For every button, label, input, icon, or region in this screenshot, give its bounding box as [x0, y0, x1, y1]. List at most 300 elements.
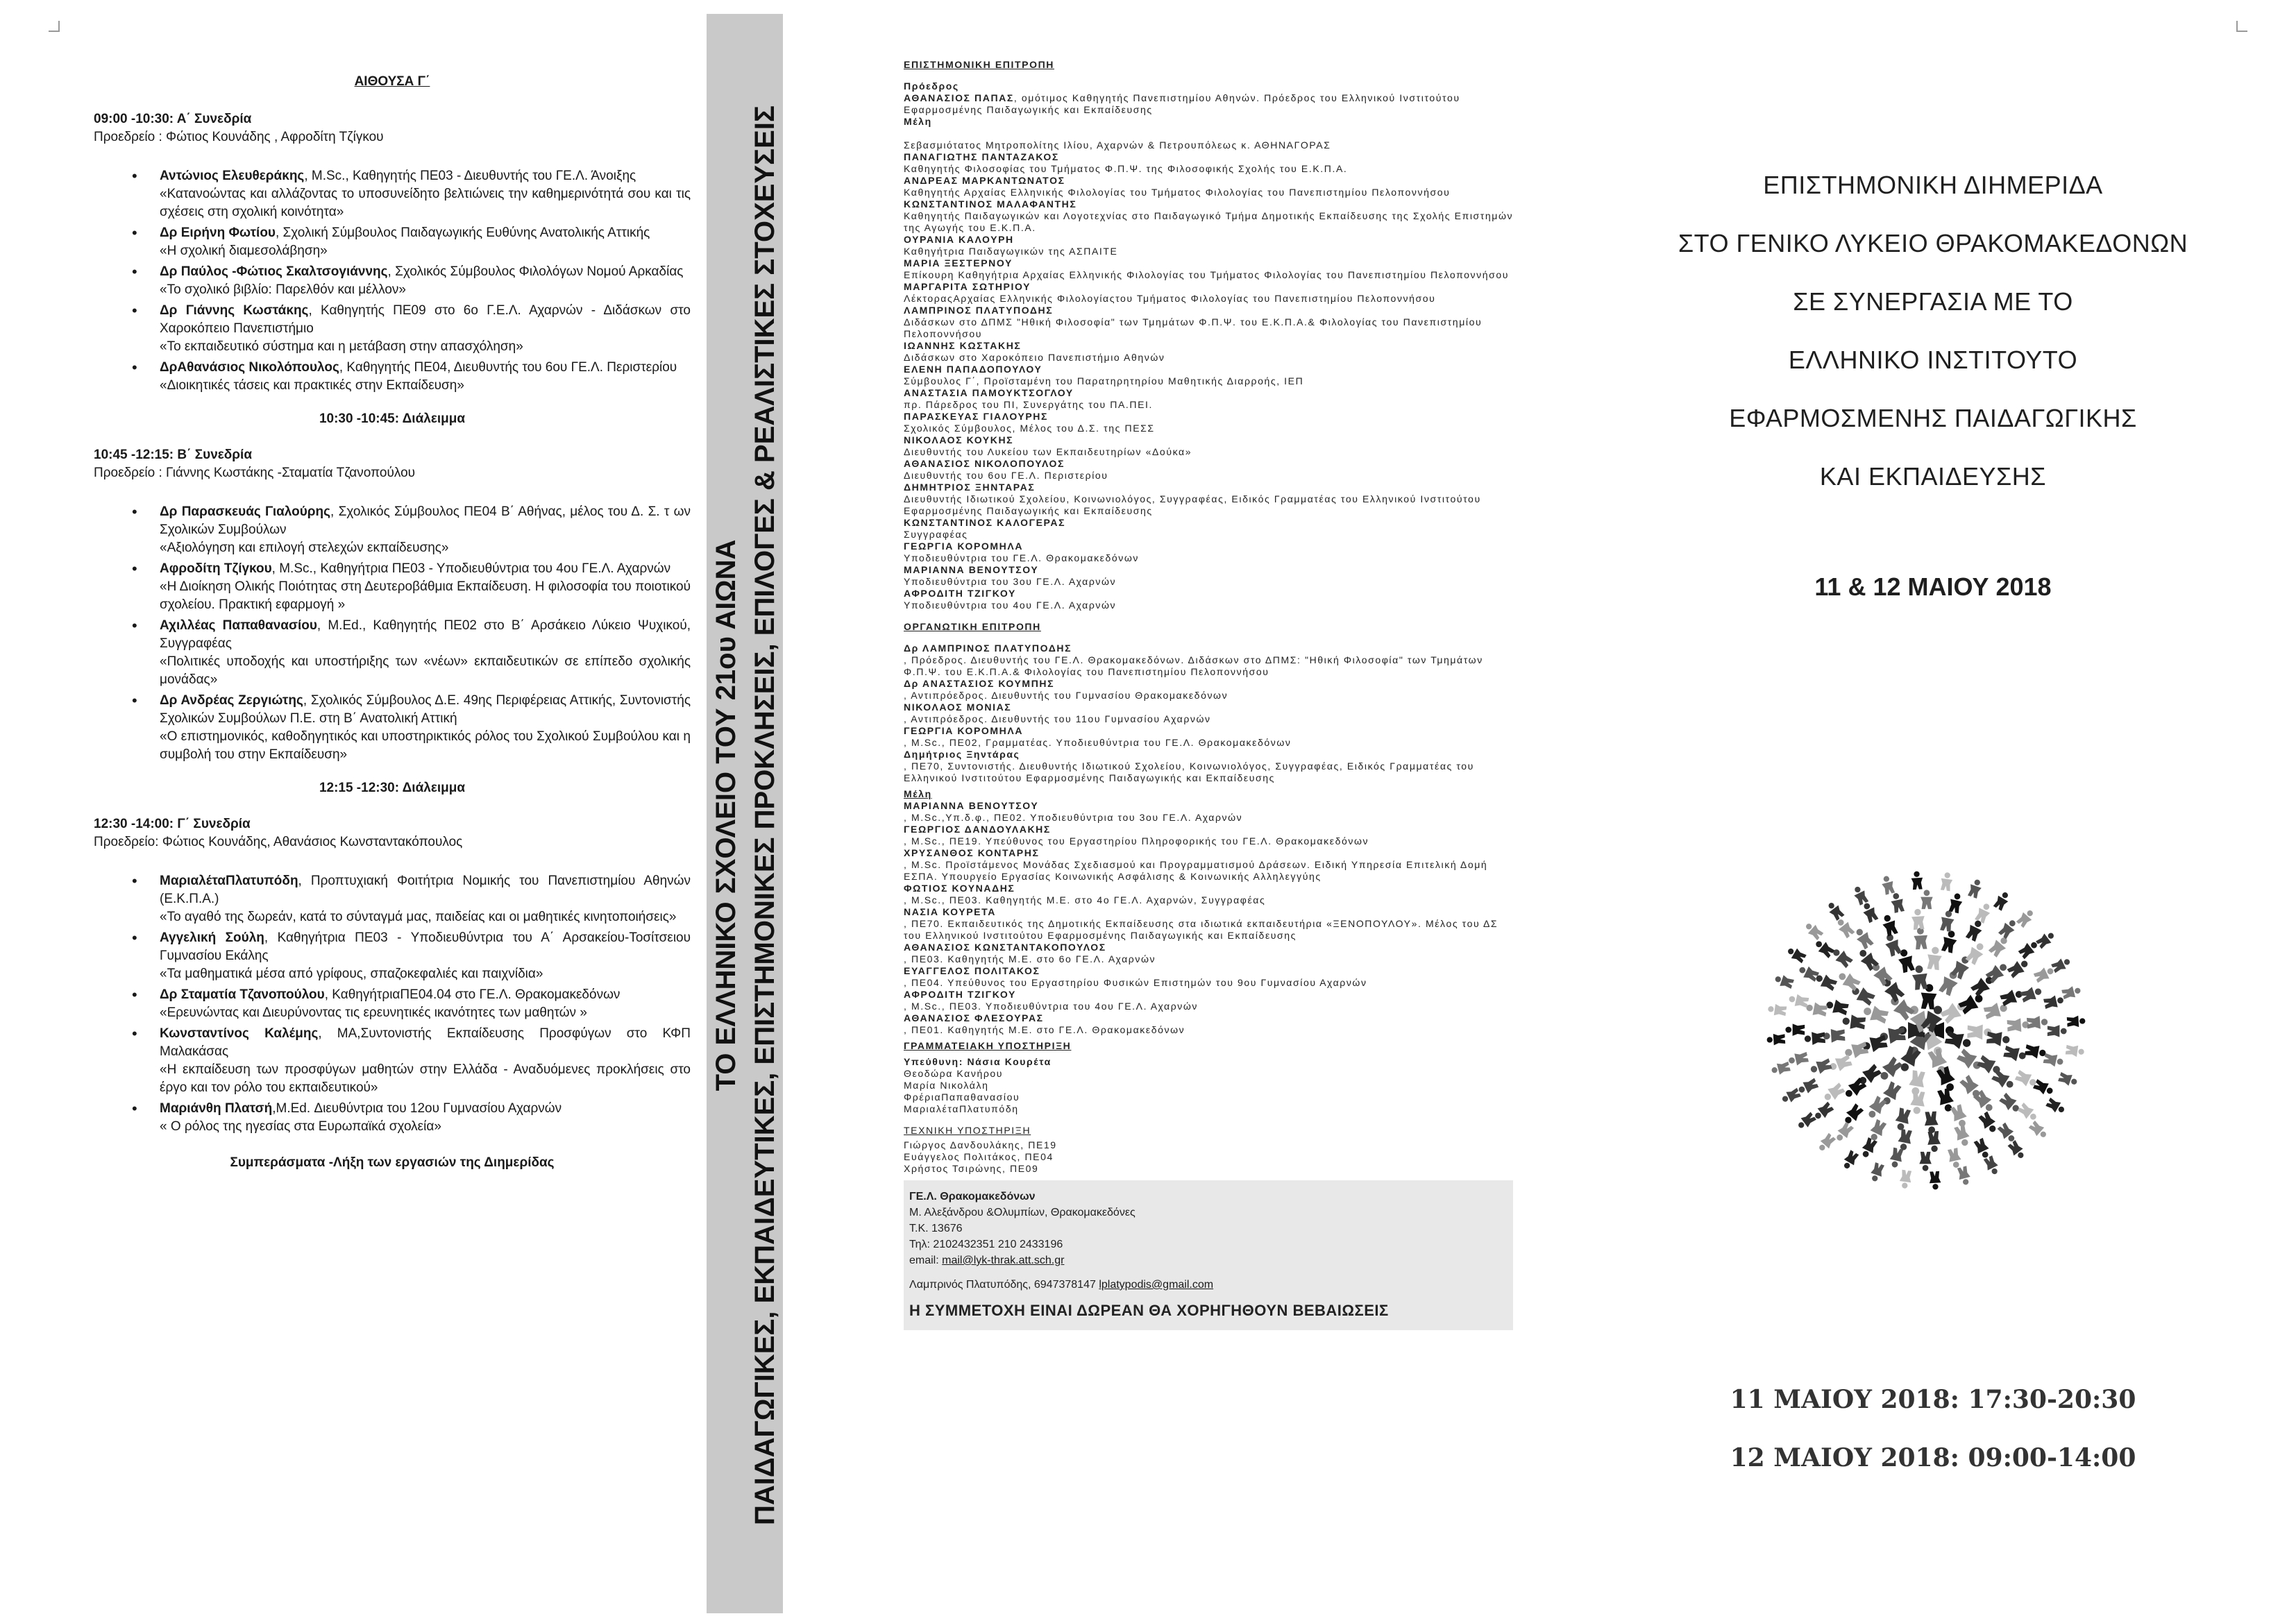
committee-entry — [904, 541, 1514, 564]
talk-item — [160, 302, 691, 356]
person-figure — [1948, 892, 1964, 914]
secretariat-heading: ΓΡΑΜΜΑΤΕΙΑΚΗ ΥΠΟΣΤΗΡΙΞΗ — [904, 1040, 1072, 1051]
member-name: ΑΘΑΝΑΣΙΟΣ ΠΑΠΑΣ — [904, 92, 1014, 103]
organizing-members-list — [904, 800, 1514, 1036]
committee-entry — [904, 340, 1514, 364]
person-figure — [1939, 910, 1956, 933]
person-figure — [1851, 885, 1869, 906]
person-figure — [1833, 1121, 1855, 1144]
person-figure — [1856, 1063, 1882, 1088]
talk-title: «Διοικητικές τάσεις και πρακτικές στην Εκπαίδευση» — [160, 378, 464, 393]
speaker-name: Δρ Γιάννης Κωστάκης — [160, 303, 309, 318]
committee-entry — [904, 942, 1514, 965]
member-name: ΜΑΡΙΑ ΞΕΣΤΕΡΝΟΥ — [904, 257, 1013, 269]
session-1-chairs: Προεδρείο : Φώτιος Κουνάδης , Αφροδίτη Τζίγκου — [94, 130, 384, 144]
member-desc: , ΠΕ01. Καθηγητής Μ.Ε. στο ΓΕ.Λ. Θρακομακεδόνων — [904, 1024, 1185, 1035]
committee-entry — [904, 678, 1514, 702]
member-desc: , M.Sc., ΠΕ03. Υποδιευθύντρια του 4ου ΓΕ.Λ. Αχαρνών — [904, 1001, 1199, 1012]
event-title — [1589, 156, 2277, 506]
speaker-name: Δρ Ανδρέας Ζεργιώτης — [160, 693, 303, 708]
person-figure — [1827, 1053, 1852, 1074]
member-desc: , ομότιμος Καθηγητής Πανεπιστημίου Αθηνών. Πρόεδρος του Ελληνικού Ινστιτούτου Εφαρμοσμένης Παιδαγωγικής και Εκπαίδευσης — [904, 92, 1460, 115]
person-figure — [2000, 987, 2025, 1008]
person-figure — [1879, 1026, 1906, 1045]
person-figure — [1940, 929, 1959, 953]
member-name: ΠΑΡΑΣΚΕΥΑΣ ΓΙΑΛΟΥΡΗΣ — [904, 411, 1049, 422]
event-title-line: ΕΛΛΗΝΙΚΟ ΙΝΣΤΙΤΟΥΤΟ — [1788, 346, 2078, 374]
person-figure — [1804, 1031, 1825, 1046]
technical-list — [904, 1139, 1514, 1175]
event-title-line: ΚΑΙ ΕΚΠΑΙΔΕΥΣΗΣ — [1819, 462, 2047, 491]
person-figure — [1868, 1162, 1885, 1183]
talk-item — [160, 692, 691, 764]
event-title-line: ΕΠΙΣΤΗΜΟΝΙΚΗ ΔΙΗΜΕΡΙΔΑ — [1763, 171, 2103, 199]
person-figure — [2007, 1139, 2027, 1161]
person-figure — [1959, 1074, 1984, 1101]
member-name: ΦΩΤΙΟΣ ΚΟΥΝΑΔΗΣ — [904, 883, 1015, 894]
person-figure — [1914, 927, 1928, 949]
person-figure — [1911, 908, 1925, 930]
person-figure — [1937, 969, 1961, 997]
person-figure — [2033, 965, 2056, 984]
contact-address: Μ. Αλεξάνδρου &Ολυμπίων, Θρακομακεδόνες — [909, 1207, 1136, 1218]
speaker-info: , Σχολικός Σύμβουλος ΠΕ04 Β΄ Αθήνας, μέλος του Δ. Σ. τ ων Σχολικών Συμβούλων — [160, 504, 691, 537]
secretariat-member: ΜαριαλέταΠλατυπόδη — [904, 1103, 1019, 1114]
email-label: email: — [909, 1255, 939, 1266]
person-figure — [2007, 1018, 2029, 1033]
member-desc: Διδάσκων στο Χαροκόπειο Πανεπιστήμιο Αθηνών — [904, 352, 1165, 363]
person-figure — [1983, 1155, 2001, 1177]
member-desc: Καθηγητής Παιδαγωγικών και Λογοτεχνίας στο Παιδαγωγικό Τμήμα Δημοτικής Εκπαίδευσης της Σχολής Επιστημών της Αγωγής του Ε.Κ.Π.Α. — [904, 210, 1514, 233]
person-figure — [1974, 901, 1993, 924]
person-figure — [1823, 1028, 1845, 1043]
person-figure — [1796, 1111, 1817, 1131]
event-title-line: ΕΦΑΡΜΟΣΜΕΝΗΣ ΠΑΙΔΑΓΩΓΙΚΗΣ — [1729, 404, 2137, 432]
member-desc: , ΠΕ03. Καθηγητής Μ.Ε. στο 6ο ΓΕ.Λ. Αχαρνών — [904, 953, 1156, 965]
contact-person-email-link[interactable]: lplatypodis@gmail.com — [1099, 1279, 1214, 1291]
technical-member: Χρήστος Τσιρώνης, ΠΕ09 — [904, 1163, 1039, 1174]
speaker-info: , Σχολική Σύμβουλος Παιδαγωγικής Ευθύνης Ανατολικής Αττικής — [276, 226, 650, 240]
person-figure — [1821, 1082, 1846, 1104]
talk-title: «Πολιτικές υποδοχής και υποστήριξης των «νέων» εκπαιδευτικών σε επίπεδο σχολικής μονάδας» — [160, 654, 691, 687]
person-figure — [2028, 1120, 2050, 1141]
conclusion: Συμπεράσματα -Λήξη των εργασιών της Διημερίδας — [230, 1155, 555, 1170]
contact-phone: Τηλ: 2102432351 210 2433196 — [909, 1239, 1063, 1250]
member-desc: Σχολικός Σύμβουλος, Μέλος του Δ.Σ. της ΠΕΣΣ — [904, 423, 1155, 434]
committee-entry — [904, 847, 1514, 883]
committee-entry — [904, 281, 1514, 305]
people-globe-image — [1739, 843, 2113, 1218]
event-schedule — [1589, 1370, 2277, 1487]
technical-heading: ΤΕΧΝΙΚΗ ΥΠΟΣΤΗΡΙΞΗ — [904, 1125, 1031, 1136]
person-figure — [1816, 1132, 1837, 1154]
committee-entry — [904, 128, 1514, 151]
person-figure — [1893, 1107, 1912, 1132]
member-desc: Καθηγητής Φιλοσοφίας του Τμήματος Φ.Π.Ψ. της Φιλοσοφικής Σχολής του Ε.Κ.Π.Α. — [904, 163, 1348, 174]
committee-entry — [904, 364, 1514, 387]
member-desc: , Αντιπρόεδρος. Διευθυντής του 11ου Γυμνασίου Αχαρνών — [904, 713, 1211, 724]
person-figure — [1803, 920, 1825, 941]
speaker-name: Δρ Ειρήνη Φωτίου — [160, 226, 276, 240]
committee-entry — [904, 1012, 1514, 1036]
person-figure — [1767, 1003, 1787, 1017]
break-2: 12:15 -12:30: Διάλειμμα — [319, 781, 466, 795]
person-figure — [1882, 932, 1903, 957]
person-figure — [1889, 892, 1905, 913]
session-3-title: 12:30 -14:00: Γ΄ Συνεδρία — [94, 817, 251, 831]
person-figure — [1860, 901, 1880, 924]
technical-member: Γιώργος Δανδουλάκης, ΠΕ19 — [904, 1139, 1057, 1150]
person-figure — [1988, 934, 2011, 958]
session-2-talks — [94, 503, 691, 764]
member-name: ΕΥΑΓΓΕΛΟΣ ΠΟΛΙΤΑΚΟΣ — [904, 965, 1040, 976]
person-figure — [1956, 1048, 1984, 1074]
member-name: ΑΝΑΣΤΑΣΙΑ ΠΑΜΟΥΚΤΣΟΓΛΟΥ — [904, 387, 1074, 398]
member-desc: Συγγραφέας — [904, 529, 968, 540]
committee-entry — [904, 702, 1514, 725]
person-figure — [1876, 1056, 1903, 1084]
event-title-line: ΣΕ ΣΥΝΕΡΓΑΣΙΑ ΜΕ ΤΟ — [1793, 287, 2073, 316]
talk-item — [160, 503, 691, 557]
secretariat-member: Μαρία Νικολάλη — [904, 1080, 989, 1091]
member-name: ΑΦΡΟΔΙΤΗ ΤΖΙΓΚΟΥ — [904, 588, 1016, 599]
committee-entry — [904, 643, 1514, 678]
talk-item — [160, 986, 691, 1022]
talk-title: «Τα μαθηματικά μέσα από γρίφους, σπαζοκεφαλιές και παιχνίδια» — [160, 967, 543, 981]
talk-title: «Αξιολόγηση και επιλογή στελεχών εκπαίδευσης» — [160, 541, 449, 555]
member-name: ΜΑΡΙΑΝΝΑ ΒΕΝΟΥΤΣΟΥ — [904, 800, 1039, 811]
person-figure — [2051, 955, 2073, 974]
committee-entry — [904, 989, 1514, 1012]
member-name: Δρ ΑΝΑΣΤΑΣΙΟΣ ΚΟΥΜΠΗΣ — [904, 678, 1055, 689]
person-figure — [2027, 1015, 2048, 1030]
schedule-line: 12 ΜΑΙΟΥ 2018: 09:00-14:00 — [1730, 1443, 2136, 1472]
committee-entry — [904, 175, 1514, 198]
committee-entry — [904, 800, 1514, 824]
person-figure — [1998, 917, 2019, 940]
members-label: Μέλη — [904, 116, 932, 127]
person-figure — [1773, 973, 1794, 989]
break-1: 10:30 -10:45: Διάλειμμα — [319, 411, 466, 426]
spine-title — [707, 105, 784, 1525]
talk-item — [160, 560, 691, 614]
schedule-line: 11 ΜΑΙΟΥ 2018: 17:30-20:30 — [1730, 1385, 2136, 1414]
member-name: Δρ ΛΑΜΠΡΙΝΟΣ ΠΛΑΤΥΠΟΔΗΣ — [904, 643, 1072, 654]
talk-item — [160, 224, 691, 260]
person-figure — [2007, 957, 2031, 979]
person-figure — [1926, 946, 1943, 970]
speaker-name: Αντώνιος Ελευθεράκης — [160, 169, 305, 183]
free-participation-note: Η ΣΥΜΜΕΤΟΧΗ ΕΙΝΑΙ ΔΩΡΕΑΝ ΘΑ ΧΟΡΗΓΗΘΟΥΝ ΒΕΒΑΙΩΣΕΙΣ — [909, 1302, 1389, 1319]
crop-mark-top-right — [2236, 21, 2247, 32]
person-figure — [1859, 1137, 1878, 1159]
committee-entry — [904, 749, 1514, 784]
member-name: ΑΘΑΝΑΣΙΟΣ ΝΙΚΟΛΟΠΟΥΛΟΣ — [904, 458, 1065, 469]
person-figure — [1771, 1061, 1791, 1077]
talk-title: «Ο επιστημονικός, καθοδηγητικός και υποστηρικτικός ρόλος του Σχολικού Συμβούλου και η συμβολή του στην Εκπαίδευση» — [160, 729, 691, 762]
person-figure — [1986, 1030, 2011, 1047]
talk-item — [160, 929, 691, 983]
person-figure — [2017, 1102, 2040, 1123]
member-desc: , M.Sc., ΠΕ02, Γραμματέας. Υποδιευθύντρια του ΓΕ.Λ. Θρακομακεδόνων — [904, 737, 1292, 748]
session-1-talks — [94, 167, 691, 395]
person-figure — [1797, 963, 1820, 983]
talk-item — [160, 167, 691, 221]
speaker-info: , Καθηγήτρια ΠΕ03 - Υποδιευθύντρια του Α΄ Αρσακείου-Τοσίτσειου Γυμνασίου Εκάλης — [160, 931, 691, 963]
member-desc: Διευθυντής του Λυκείου των Εκπαιδευτηρίων «Δούκα» — [904, 446, 1192, 457]
person-figure — [2043, 1052, 2064, 1068]
person-figure — [1785, 1023, 1805, 1036]
committee-entry — [904, 482, 1514, 517]
talk-item — [160, 617, 691, 689]
person-figure — [2020, 985, 2043, 1003]
person-figure — [1841, 1103, 1865, 1127]
member-desc: ΛέκτοραςΑρχαίας Ελληνικής Φιλολογίαςτου Τμήματος Φιλολογίας του Πανεπιστημίου Πελοποννήσου — [904, 293, 1436, 304]
member-name: ΝΑΣΙΑ ΚΟΥΡΕΤΑ — [904, 906, 996, 917]
speaker-name: Αχιλλέας Παπαθανασίου — [160, 618, 317, 633]
person-figure — [2048, 1025, 2067, 1037]
committee-entry — [904, 906, 1514, 942]
talk-title: «Η σχολική διαμεσολάβηση» — [160, 244, 328, 258]
person-figure — [1896, 1129, 1913, 1152]
scientific-members-list — [904, 128, 1514, 611]
committee-entry — [904, 257, 1514, 281]
person-figure — [1899, 1170, 1913, 1189]
member-desc: , ΠΕ70. Εκπαιδευτικός της Δημοτικής Εκπαίδευσης στα ιδιωτικά εκπαιδευτήρια «ΞΕΝΟΠΟΥΛΟΥ». Μέλος του ΔΣ του Ελληνικού Ινστιτούτου Εφαρμοσμένης Παιδαγωγικής και Εκπαίδευσης — [904, 918, 1499, 941]
person-figure — [1911, 871, 1923, 890]
secretariat-lead: Υπεύθυνη: Νάσια Κουρέτα — [904, 1056, 1052, 1067]
member-desc: , ΠΕ04. Υπεύθυνος του Εργαστηρίου Φυσικών Επιστημών του 9ου Γυμνασίου Αχαρνών — [904, 977, 1367, 988]
person-figure — [1924, 1112, 1939, 1134]
person-figure — [1805, 1001, 1828, 1017]
person-figure — [1880, 875, 1896, 896]
person-figure — [1977, 1111, 2000, 1135]
contact-person: Λαμπρινός Πλατυπόδης, 6947378147 — [909, 1279, 1096, 1291]
member-name: ΓΕΩΡΓΙΟΣ ΔΑΝΔΟΥΛΑΚΗΣ — [904, 824, 1051, 835]
member-desc: , Αντιπρόεδρος. Διευθυντής του Γυμνασίου Θρακομακεδόνων — [904, 690, 1229, 701]
speaker-info: , M.Sc., Καθηγήτρια ΠΕ03 - Υποδιευθύντρια του 4ου ΓΕ.Λ. Αχαρνών — [271, 561, 671, 576]
member-name: ΧΡΥΣΑΝΘΟΣ ΚΟΝΤΑΡΗΣ — [904, 847, 1040, 858]
speaker-info: , Σχολικός Σύμβουλος Δ.Ε. 49ης Περιφέρειας Αττικής, Συντονιστής Σχολικών Συμβούλων Π.Ε. στη Β΄ Ανατολική Αττική — [160, 693, 691, 726]
person-figure — [1967, 878, 1984, 899]
person-figure — [1888, 1147, 1904, 1169]
committee-entry — [904, 305, 1514, 340]
committee-entry — [904, 965, 1514, 989]
member-name: ΓΕΩΡΓΙΑ ΚΟΡΟΜΗΛΑ — [904, 725, 1024, 736]
person-figure — [2016, 908, 2036, 929]
committee-entry — [904, 725, 1514, 749]
committee-entry — [904, 234, 1514, 257]
member-desc: , M.Sc., ΠΕ19. Υπεύθυνος του Εργαστηρίου Πληροφορικής του ΓΕ.Λ. Θρακομακεδόνων — [904, 835, 1369, 847]
technical-member: Ευάγγελος Πολιτάκος, ΠΕ04 — [904, 1151, 1054, 1162]
person-figure — [1993, 890, 2012, 911]
speaker-name: Κωνσταντίνος Καλέμης — [160, 1026, 319, 1041]
speaker-info: , Καθηγητής ΠΕ09 στο 6ο Γ.Ε.Λ. Αχαρνών - Διδάσκων στο Χαροκόπειο Πανεπιστήμιο — [160, 303, 691, 336]
committees-panel — [904, 59, 1514, 1330]
contact-postcode: Τ.Κ. 13676 — [909, 1223, 963, 1234]
person-figure — [1880, 913, 1899, 937]
person-figure — [1785, 945, 1807, 965]
speaker-info: , Προπτυχιακή Φοιτήτρια Νομικής του Πανεπιστημίου Αθηνών (Ε.Κ.Π.Α.) — [160, 874, 691, 906]
person-figure — [1940, 872, 1954, 891]
member-name: ΕΛΕΝΗ ΠΑΠΑΔΟΠΟΥΛΟΥ — [904, 364, 1043, 375]
committee-entry — [904, 387, 1514, 411]
organizing-members-label: Μέλη — [904, 788, 932, 799]
talk-item — [160, 872, 691, 926]
person-figure — [1909, 1091, 1926, 1115]
member-name: ΔΗΜΗΤΡΙΟΣ ΞΗΝΤΑΡΑΣ — [904, 482, 1036, 493]
person-figure — [1788, 992, 1809, 1008]
committee-entry — [904, 92, 1514, 116]
member-name: ΑΘΑΝΑΣΙΟΣ ΦΛΕΣΟΥΡΑΣ — [904, 1012, 1044, 1023]
person-figure — [2058, 1071, 2079, 1088]
speaker-name: Μαριάνθη Πλατσή — [160, 1101, 273, 1116]
member-desc: , M.Sc., ΠΕ03. Καθηγητής Μ.Ε. στο 4ο ΓΕ.Λ. Αχαρνών, Συγγραφέας — [904, 894, 1266, 906]
member-name: ΚΩΝΣΤΑΝΤΙΝΟΣ ΚΑΛΟΓΕΡΑΣ — [904, 517, 1066, 528]
member-desc: πρ. Πάρεδρος του ΠΙ, Συνεργάτης του ΠΑ.ΠΕΙ. — [904, 399, 1154, 410]
talk-title: «Η Διοίκηση Ολικής Ποιότητας στη Δευτεροβάθμια Εκπαίδευση. Η φιλοσοφία του ποιοτικού σχολείου. Πρακτική εφαρμογή » — [160, 579, 691, 612]
person-figure — [1825, 900, 1846, 921]
talk-title: «Το σχολικό βιβλίο: Παρελθόν και μέλλον» — [160, 282, 406, 297]
person-figure — [2003, 1044, 2027, 1063]
session-2-chairs: Προεδρείο : Γιάννης Κωστάκης -Σταματία Τζανοπούλου — [94, 466, 416, 480]
member-desc: Διδάσκων στο ΔΠΜΣ "Ηθική Φιλοσοφία" των Τμημάτων Φ.Π.Ψ. του Ε.Κ.Π.Α.& Φιλολογίας του Πανεπιστημίου Πελοποννήσου — [904, 316, 1483, 339]
person-figure — [1825, 998, 1849, 1017]
person-figure — [1809, 1057, 1832, 1076]
member-name: ΓΕΩΡΓΙΑ ΚΟΡΟΜΗΛΑ — [904, 541, 1024, 552]
member-desc: , Πρόεδρος. Διευθυντής του ΓΕ.Λ. Θρακομακεδόνων. Διδάσκων στο ΔΠΜΣ: "Ηθική Φιλοσοφία" των Τμημάτων Φ.Π.Ψ. του Ε.Κ.Π.Α.& Φιλολογίας του Πανεπιστημίου Πελοποννήσου — [904, 654, 1483, 677]
person-figure — [1929, 1171, 1941, 1190]
person-figure — [2067, 1015, 2086, 1028]
member-name: ΝΙΚΟΛΑΟΣ ΚΟΥΚΗΣ — [904, 434, 1014, 445]
person-figure — [1927, 1131, 1941, 1153]
person-figure — [2043, 994, 2065, 1010]
committee-entry — [904, 151, 1514, 175]
speaker-name: Δρ Σταματία Τζανοπούλου — [160, 987, 325, 1002]
person-figure — [1947, 1148, 1963, 1169]
speaker-info: , ΚαθηγήτριαΠΕ04.04 στο ΓΕ.Λ. Θρακομακεδόνων — [324, 987, 621, 1002]
person-figure — [2061, 985, 2082, 1001]
member-desc: Υποδιευθύντρια του ΓΕ.Λ. Θρακομακεδόνων — [904, 552, 1140, 563]
member-name: ΑΘΑΝΑΣΙΟΣ ΚΩΝΣΤΑΝΤΑΚΟΠΟΥΛΟΣ — [904, 942, 1106, 953]
secretariat-list — [904, 1068, 1514, 1115]
speaker-info: , Σχολικός Σύμβουλος Φιλολόγων Νομού Αρκαδίας — [387, 264, 684, 279]
speaker-info: , Καθηγητής ΠΕ04, Διευθυντής του 6ου ΓΕ.Λ. Περιστερίου — [339, 360, 677, 375]
contact-email-row — [909, 1252, 1506, 1268]
talk-item — [160, 1025, 691, 1097]
member-desc: , ΠΕ70, Συντονιστής. Διευθυντής Ιδιωτικού Σχολείου, Κοινωνιολόγος, Συγγραφέας, Ειδικός Γραμματέας του Ελληνικού Ινστιτούτου Εφαρμοσμένης Παιδαγωγικής και Εκπαίδευσης — [904, 760, 1474, 783]
member-desc: Υποδιευθύντρια του 4ου ΓΕ.Λ. Αχαρνών — [904, 600, 1117, 611]
organizing-committee-heading: ΟΡΓΑΝΩΤΙΚΗ ΕΠΙΤΡΟΠΗ — [904, 621, 1041, 632]
person-figure — [1862, 1003, 1889, 1024]
member-desc: Επίκουρη Καθηγήτρια Αρχαίας Ελληνικής Φιλολογίας του Τμήματος Φιλολογίας του Πανεπιστημίου Πελοποννήσου — [904, 269, 1510, 280]
member-desc: Σεβασμιότατος Μητροπολίτης Ιλίου, Αχαρνών & Πετρουπόλεως κ. ΑΘΗΝΑΓΟΡΑΣ — [904, 139, 1331, 151]
session-2-title: 10:45 -12:15: Β΄ Συνεδρία — [94, 448, 253, 462]
person-figure — [1949, 1104, 1970, 1129]
member-name: Δημήτριος Ξηντάρας — [904, 749, 1020, 760]
person-figure — [1944, 1029, 1973, 1051]
committee-entry — [904, 824, 1514, 847]
contact-email-link[interactable]: mail@lyk-thrak.att.sch.gr — [942, 1255, 1065, 1266]
committee-entry — [904, 434, 1514, 458]
member-desc: Διευθυντής Ιδιωτικού Σχολείου, Κοινωνιολόγος, Συγγραφέας, Ειδικός Γραμματέας του Ελληνικού Ινστιτούτου Εφαρμοσμένης Παιδαγωγικής και Εκπαίδευσης — [904, 493, 1481, 516]
member-desc: Υποδιευθύντρια του 3ου ΓΕ.Λ. Αχαρνών — [904, 576, 1117, 587]
person-figure — [2025, 1044, 2048, 1060]
talk-title: « Ο ρόλος της ηγεσίας στα Ευρωπαϊκά σχολεία» — [160, 1119, 441, 1134]
event-title-line: ΣΤΟ ΓΕΝΙΚΟ ΛΥΚΕΙΟ ΘΡΑΚΟΜΑΚΕΔΟΝΩΝ — [1678, 229, 2188, 257]
person-figure — [2066, 1044, 2085, 1058]
talk-title: «Κατανοώντας και αλλάζοντας το υποσυνείδητο βελτιώνεις την καθημερινότητά σου και τις σχέσεις στη σχολική κοινότητα» — [160, 187, 691, 219]
member-desc: , M.Sc. Προϊστάμενος Μονάδας Σχεδιασμού και Προγραμματισμού Δράσεων. Ειδική Υπηρεσία Επιτελική Δομή ΕΣΠΑ. Υπουργείο Εργασίας Κοινωνικής Ασφάλισης & Κοινωνικής Αλληλεγγύης — [904, 859, 1488, 882]
member-desc: Διευθυντής του 6ου ΓΕ.Λ. Περιστερίου — [904, 470, 1108, 481]
contact-person-row — [909, 1277, 1506, 1293]
talk-title: «Ερευνώντας και Διευρύνοντας τις ερευνητικές ικανότητες των μαθητών » — [160, 1005, 587, 1020]
speaker-name: Δρ Παύλος -Φώτιος Σκαλτσογιάννης — [160, 264, 388, 279]
spine-title-line-1: ΤΟ ΕΛΛΗΝΙΚΟ ΣΧΟΛΕΙΟ ΤΟΥ 21ου ΑΙΩΝΑ — [711, 539, 741, 1091]
event-dates: 11 & 12 ΜΑΙΟΥ 2018 — [1814, 572, 2052, 601]
programme-panel — [94, 73, 691, 1172]
speaker-info: , ΜΑ,Συντονιστής Εκπαίδευσης Προσφύγων στο ΚΦΠ Μαλακάσας — [160, 1026, 691, 1059]
spine-title-line-2: ΠΑΙΔΑΓΩΓΙΚΕΣ, ΕΚΠΑΙΔΕΥΤΙΚΕΣ, ΕΠΙΣΤΗΜΟΝΙΚΕΣ ΠΡΟΚΛΗΣΕΙΣ, ΕΠΙΛΟΓΕΣ & ΡΕΑΛΙΣΤΙΚΕΣ ΣΤΟΧΕΥΣΕΙΣ — [750, 105, 780, 1525]
session-3-chairs: Προεδρείο: Φώτιος Κουνάδης, Αθανάσιος Κωνσταντακόπουλος — [94, 835, 463, 849]
member-name: ΙΩΑΝΝΗΣ ΚΩΣΤΑΚΗΣ — [904, 340, 1022, 351]
person-figure — [1998, 1092, 2023, 1116]
member-desc: Καθηγητής Αρχαίας Ελληνικής Φιλολογίας του Τμήματος Φιλολογίας του Πανεπιστημίου Πελοποννήσου — [904, 187, 1451, 198]
person-figure — [1921, 890, 1933, 909]
committee-entry — [904, 458, 1514, 482]
contact-box — [904, 1180, 1513, 1330]
speaker-name: Αγγελική Σούλη — [160, 931, 264, 945]
committee-entry — [904, 411, 1514, 434]
person-figure — [1841, 1150, 1860, 1171]
member-name: ΝΙΚΟΛΑΟΣ ΜΟΝΙΑΣ — [904, 702, 1012, 713]
person-figure — [2032, 1078, 2055, 1098]
crop-mark-top-left — [49, 21, 60, 32]
member-name: ΛΑΜΠΡΙΝΟΣ ΠΛΑΤΥΠΟΔΗΣ — [904, 305, 1054, 316]
member-name: ΚΩΝΣΤΑΝΤΙΝΟΣ ΜΑΛΑΦΑΝΤΗΣ — [904, 198, 1077, 210]
hall-heading: ΑΙΘΟΥΣΑ Γ΄ — [354, 74, 430, 89]
member-name: ΜΑΡΙΑΝΝΑ ΒΕΝΟΥΤΣΟΥ — [904, 564, 1039, 575]
speaker-name: ΜαριαλέταΠλατυπόδη — [160, 874, 298, 888]
speaker-name: Δρ Παρασκευάς Γιαλούρης — [160, 504, 331, 519]
person-figure — [1852, 926, 1875, 950]
session-1-title: 09:00 -10:30: Α΄ Συνεδρία — [94, 112, 252, 126]
person-figure — [1896, 1045, 1923, 1075]
person-figure — [1830, 946, 1854, 969]
talk-item — [160, 263, 691, 299]
person-figure — [1970, 973, 1996, 998]
member-name: ΑΦΡΟΔΙΤΗ ΤΖΙΓΚΟΥ — [904, 989, 1016, 1000]
talk-title: «Το αγαθό της δωρεάν, κατά το σύνταγμά μας, παιδείας και οι μαθητικές κινητοποιήσεις» — [160, 910, 677, 924]
talk-title: «Το εκπαιδευτικό σύστημα και η μετάβαση στην απασχόληση» — [160, 339, 523, 354]
member-name: ΑΝΔΡΕΑΣ ΜΑΡΚΑΝΤΩΝΑΤΟΣ — [904, 175, 1065, 186]
member-desc: , M.Sc.,Υπ.δ.φ., ΠΕ02. Υποδιευθύντρια του 3ου ΓΕ.Λ. Αχαρνών — [904, 812, 1243, 823]
talk-title: «Η εκπαίδευση των προσφύγων μαθητών στην Ελλάδα - Αναδυόμενες προκλήσεις στο έργο και τον ρόλο του εκπαιδευτικού» — [160, 1062, 691, 1095]
person-figure — [1766, 1033, 1785, 1046]
committee-entry — [904, 883, 1514, 906]
member-name: ΜΑΡΓΑΡΙΤΑ ΣΩΤΗΡΙΟΥ — [904, 281, 1031, 292]
organizing-list — [904, 643, 1514, 784]
member-name: ΠΑΝΑΓΙΩΤΗΣ ΠΑΝΤΑΖΑΚΟΣ — [904, 151, 1059, 162]
speaker-name: Αφροδίτη Τζίγκου — [160, 561, 272, 576]
person-figure — [1780, 1087, 1802, 1105]
secretariat-member: Θεοδώρα Κανήρου — [904, 1068, 1004, 1079]
speaker-info: , M.Ed., Καθηγητής ΠΕ02 στο Β΄ Αρσάκειο Λύκειο Ψυχικού, Συγγραφέας — [160, 618, 691, 651]
committee-entry — [904, 564, 1514, 588]
scientific-committee-heading: ΕΠΙΣΤΗΜΟΝΙΚΗ ΕΠΙΤΡΟΠΗ — [904, 59, 1055, 70]
member-name: ΟΥΡΑΝΙΑ ΚΑΛΟΥΡΗ — [904, 234, 1014, 245]
talk-item — [160, 1100, 691, 1136]
